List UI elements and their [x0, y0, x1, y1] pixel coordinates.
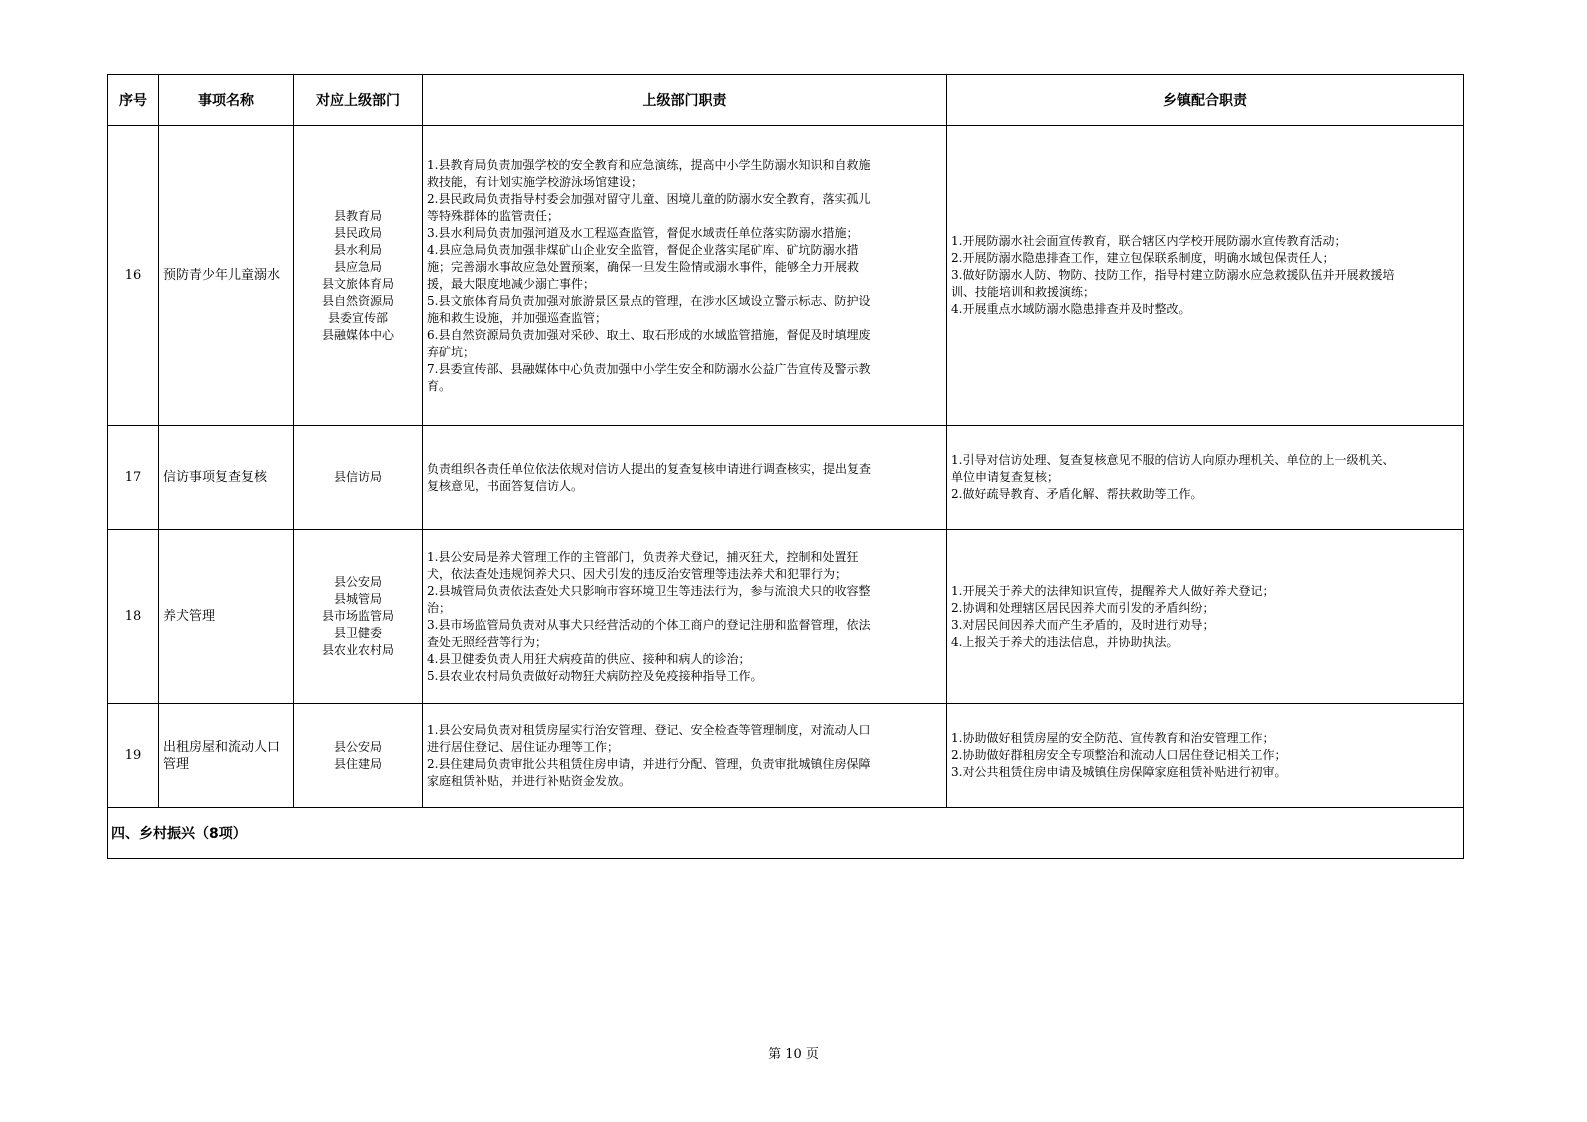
superior-duty-line: 1.县教育局负责加强学校的安全教育和应急演练，提高中小学生防溺水知识和自救施: [427, 157, 871, 172]
table-row: [108, 126, 1464, 426]
table-row: [108, 530, 1464, 704]
section-row: [108, 808, 1464, 859]
superior-duty-line: 1.县公安局是养犬管理工作的主管部门，负责养犬登记，捕灭狂犬，控制和处置狂: [427, 549, 859, 564]
township-duty-line: 2.协助做好群租房安全专项整治和流动人口居住登记相关工作；: [951, 748, 1287, 762]
superior-duty-line: 家庭租赁补贴，并进行补贴资金发放。: [427, 773, 632, 788]
superior-duty-line: 救技能，有计划实施学校游泳场馆建设；: [427, 174, 644, 189]
superior-duty-line: 2.县住建局负责审批公共租赁住房申请，并进行分配、管理，负责审批城镇住房保障: [427, 756, 871, 771]
department-name: 县住建局: [333, 756, 382, 771]
row-superior-duties: [423, 426, 947, 530]
item-name-line: 养犬管理: [163, 609, 216, 624]
row-superior-duties: [423, 126, 947, 426]
row-superior-duties: [423, 704, 947, 808]
row-superior-dept: [294, 530, 423, 704]
superior-duty-line: 查处无照经营等行为；: [427, 634, 548, 649]
row-township-duties: [947, 426, 1464, 530]
superior-duty-line: 育。: [427, 378, 452, 393]
township-duty-line: 1.开展关于养犬的法律知识宣传，提醒养犬人做好养犬登记；: [951, 583, 1275, 598]
superior-duty-line: 负责组织各责任单位依法依规对信访人提出的复查复核申请进行调查核实，提出复查: [427, 461, 872, 476]
row-superior-dept: [294, 704, 423, 808]
row-superior-dept: [294, 126, 423, 426]
superior-duty-line: 援，最大限度地减少溺亡事件；: [427, 276, 596, 291]
superior-duty-line: 5.县文旅体育局负责加强对旅游景区景点的管理，在涉水区域设立警示标志、防护设: [427, 293, 871, 308]
item-name-line: 出租房屋和流动人口: [163, 739, 281, 755]
department-name: 县信访局: [333, 470, 382, 484]
row-superior-duties: [423, 530, 947, 704]
superior-duty-line: 4.县卫健委负责人用狂犬病疫苗的供应、接种和病人的诊治；: [427, 651, 751, 666]
section-heading: 四、乡村振兴（8项）: [108, 808, 1464, 859]
department-name: 县市场监管局: [321, 609, 394, 623]
row-item-name: [159, 126, 294, 426]
superior-duty-line: 4.县应急局负责加强非煤矿山企业安全监管，督促企业落实尾矿库、矿坑防溺水措: [427, 242, 859, 257]
duty-table-container: [107, 74, 1463, 859]
township-duty-line: 训、技能培训和救援演练；: [951, 285, 1096, 299]
department-name: 县文旅体育局: [321, 276, 394, 291]
superior-duty-line: 施和救生设施，并加强巡查监管；: [427, 310, 608, 325]
item-name-line: 信访事项复查复核: [163, 470, 268, 485]
row-index: 17: [108, 426, 159, 530]
header-index: 序号: [108, 75, 159, 126]
superior-duty-line: 施；完善溺水事故应急处置预案，确保一旦发生险情或溺水事件，能够全力开展救: [427, 259, 860, 274]
superior-duty-line: 2.县城管局负责依法查处犬只影响市容环境卫生等违法行为，参与流浪犬只的收容整: [427, 583, 871, 598]
row-township-duties: [947, 530, 1464, 704]
page-number: 第 10 页: [768, 1047, 819, 1062]
header-item-name: 事项名称: [159, 75, 294, 126]
row-index: 18: [108, 530, 159, 704]
superior-duty-line: 1.县公安局负责对租赁房屋实行治安管理、登记、安全检查等管理制度，对流动人口: [427, 722, 871, 737]
table-row: [108, 426, 1464, 530]
township-duty-line: 3.对居民间因养犬而产生矛盾的，及时进行劝导；: [951, 617, 1215, 632]
row-index: 16: [108, 126, 159, 426]
superior-duty-line: 治；: [427, 600, 452, 615]
row-superior-dept: [294, 426, 423, 530]
row-index: 19: [108, 704, 159, 808]
superior-duty-line: 犬，依法查处违规饲养犬只、因犬引发的违反治安管理等违法养犬和犯罪行为；: [427, 566, 848, 581]
department-name: 县融媒体中心: [321, 327, 394, 342]
township-duty-line: 3.做好防溺水人防、物防、技防工作，指导村建立防溺水应急救援队伍并开展救援培: [951, 268, 1395, 282]
township-duty-line: 单位申请复查复核；: [951, 470, 1060, 484]
superior-duty-line: 等特殊群体的监管责任；: [427, 208, 560, 223]
department-name: 县农业农村局: [321, 643, 394, 657]
superior-duty-line: 7.县委宣传部、县融媒体中心负责加强中小学生安全和防溺水公益广告宣传及警示教: [427, 361, 871, 376]
superior-duty-line: 弃矿坑；: [427, 344, 476, 359]
department-name: 县委宣传部: [327, 310, 388, 325]
superior-duty-line: 2.县民政局负责指导村委会加强对留守儿童、困境儿童的防溺水安全教育，落实孤儿: [427, 191, 871, 206]
header-township-duties: 乡镇配合职责: [947, 75, 1464, 126]
table-header-row: [108, 75, 1464, 126]
department-name: 县公安局: [333, 575, 382, 589]
township-duty-line: 2.协调和处理辖区居民因养犬而引发的矛盾纠纷；: [951, 600, 1215, 615]
superior-duty-line: 3.县水利局负责加强河道及水工程巡查监管，督促水域责任单位落实防溺水措施；: [427, 225, 859, 240]
department-name: 县水利局: [333, 242, 382, 257]
department-name: 县城管局: [333, 592, 382, 606]
department-name: 县自然资源局: [321, 293, 394, 308]
department-name: 县教育局: [333, 208, 382, 223]
item-name-line: 预防青少年儿童溺水: [163, 268, 281, 283]
table-row: [108, 704, 1464, 808]
township-duty-line: 3.对公共租赁住房申请及城镇住房保障家庭租赁补贴进行初审。: [951, 765, 1287, 779]
duty-table: [107, 74, 1464, 859]
department-name: 县公安局: [333, 739, 382, 754]
township-duty-line: 4.开展重点水域防溺水隐患排查并及时整改。: [951, 302, 1191, 316]
township-duty-line: 1.引导对信访处理、复查复核意见不服的信访人向原办理机关、单位的上一级机关、: [951, 453, 1395, 467]
row-township-duties: [947, 704, 1464, 808]
department-name: 县卫健委: [333, 626, 382, 640]
superior-duty-line: 6.县自然资源局负责加强对采砂、取土、取石形成的水域监管措施，督促及时填埋废: [427, 327, 871, 342]
row-item-name: [159, 530, 294, 704]
township-duty-line: 4.上报关于养犬的违法信息，并协助执法。: [951, 634, 1179, 649]
department-name: 县应急局: [333, 259, 382, 274]
item-name-line: 管理: [163, 756, 190, 772]
township-duty-line: 2.开展防溺水隐患排查工作，建立包保联系制度，明确水域包保责任人；: [951, 251, 1335, 265]
superior-duty-line: 进行居住登记、居住证办理等工作；: [427, 739, 620, 754]
township-duty-line: 1.开展防溺水社会面宣传教育，联合辖区内学校开展防溺水宣传教育活动；: [951, 234, 1347, 248]
header-superior-dept: 对应上级部门: [294, 75, 423, 126]
township-duty-line: 2.做好疏导教育、矛盾化解、帮扶救助等工作。: [951, 487, 1203, 501]
row-township-duties: [947, 126, 1464, 426]
superior-duty-line: 3.县市场监管局负责对从事犬只经营活动的个体工商户的登记注册和监督管理，依法: [427, 617, 871, 632]
superior-duty-line: 复核意见，书面答复信访人。: [427, 478, 584, 493]
township-duty-line: 1.协助做好租赁房屋的安全防范、宣传教育和治安管理工作；: [951, 731, 1275, 745]
superior-duty-line: 5.县农业农村局负责做好动物狂犬病防控及免疫接种指导工作。: [427, 668, 763, 683]
department-name: 县民政局: [333, 225, 382, 240]
row-item-name: [159, 426, 294, 530]
row-item-name: [159, 704, 294, 808]
header-superior-duties: 上级部门职责: [423, 75, 947, 126]
